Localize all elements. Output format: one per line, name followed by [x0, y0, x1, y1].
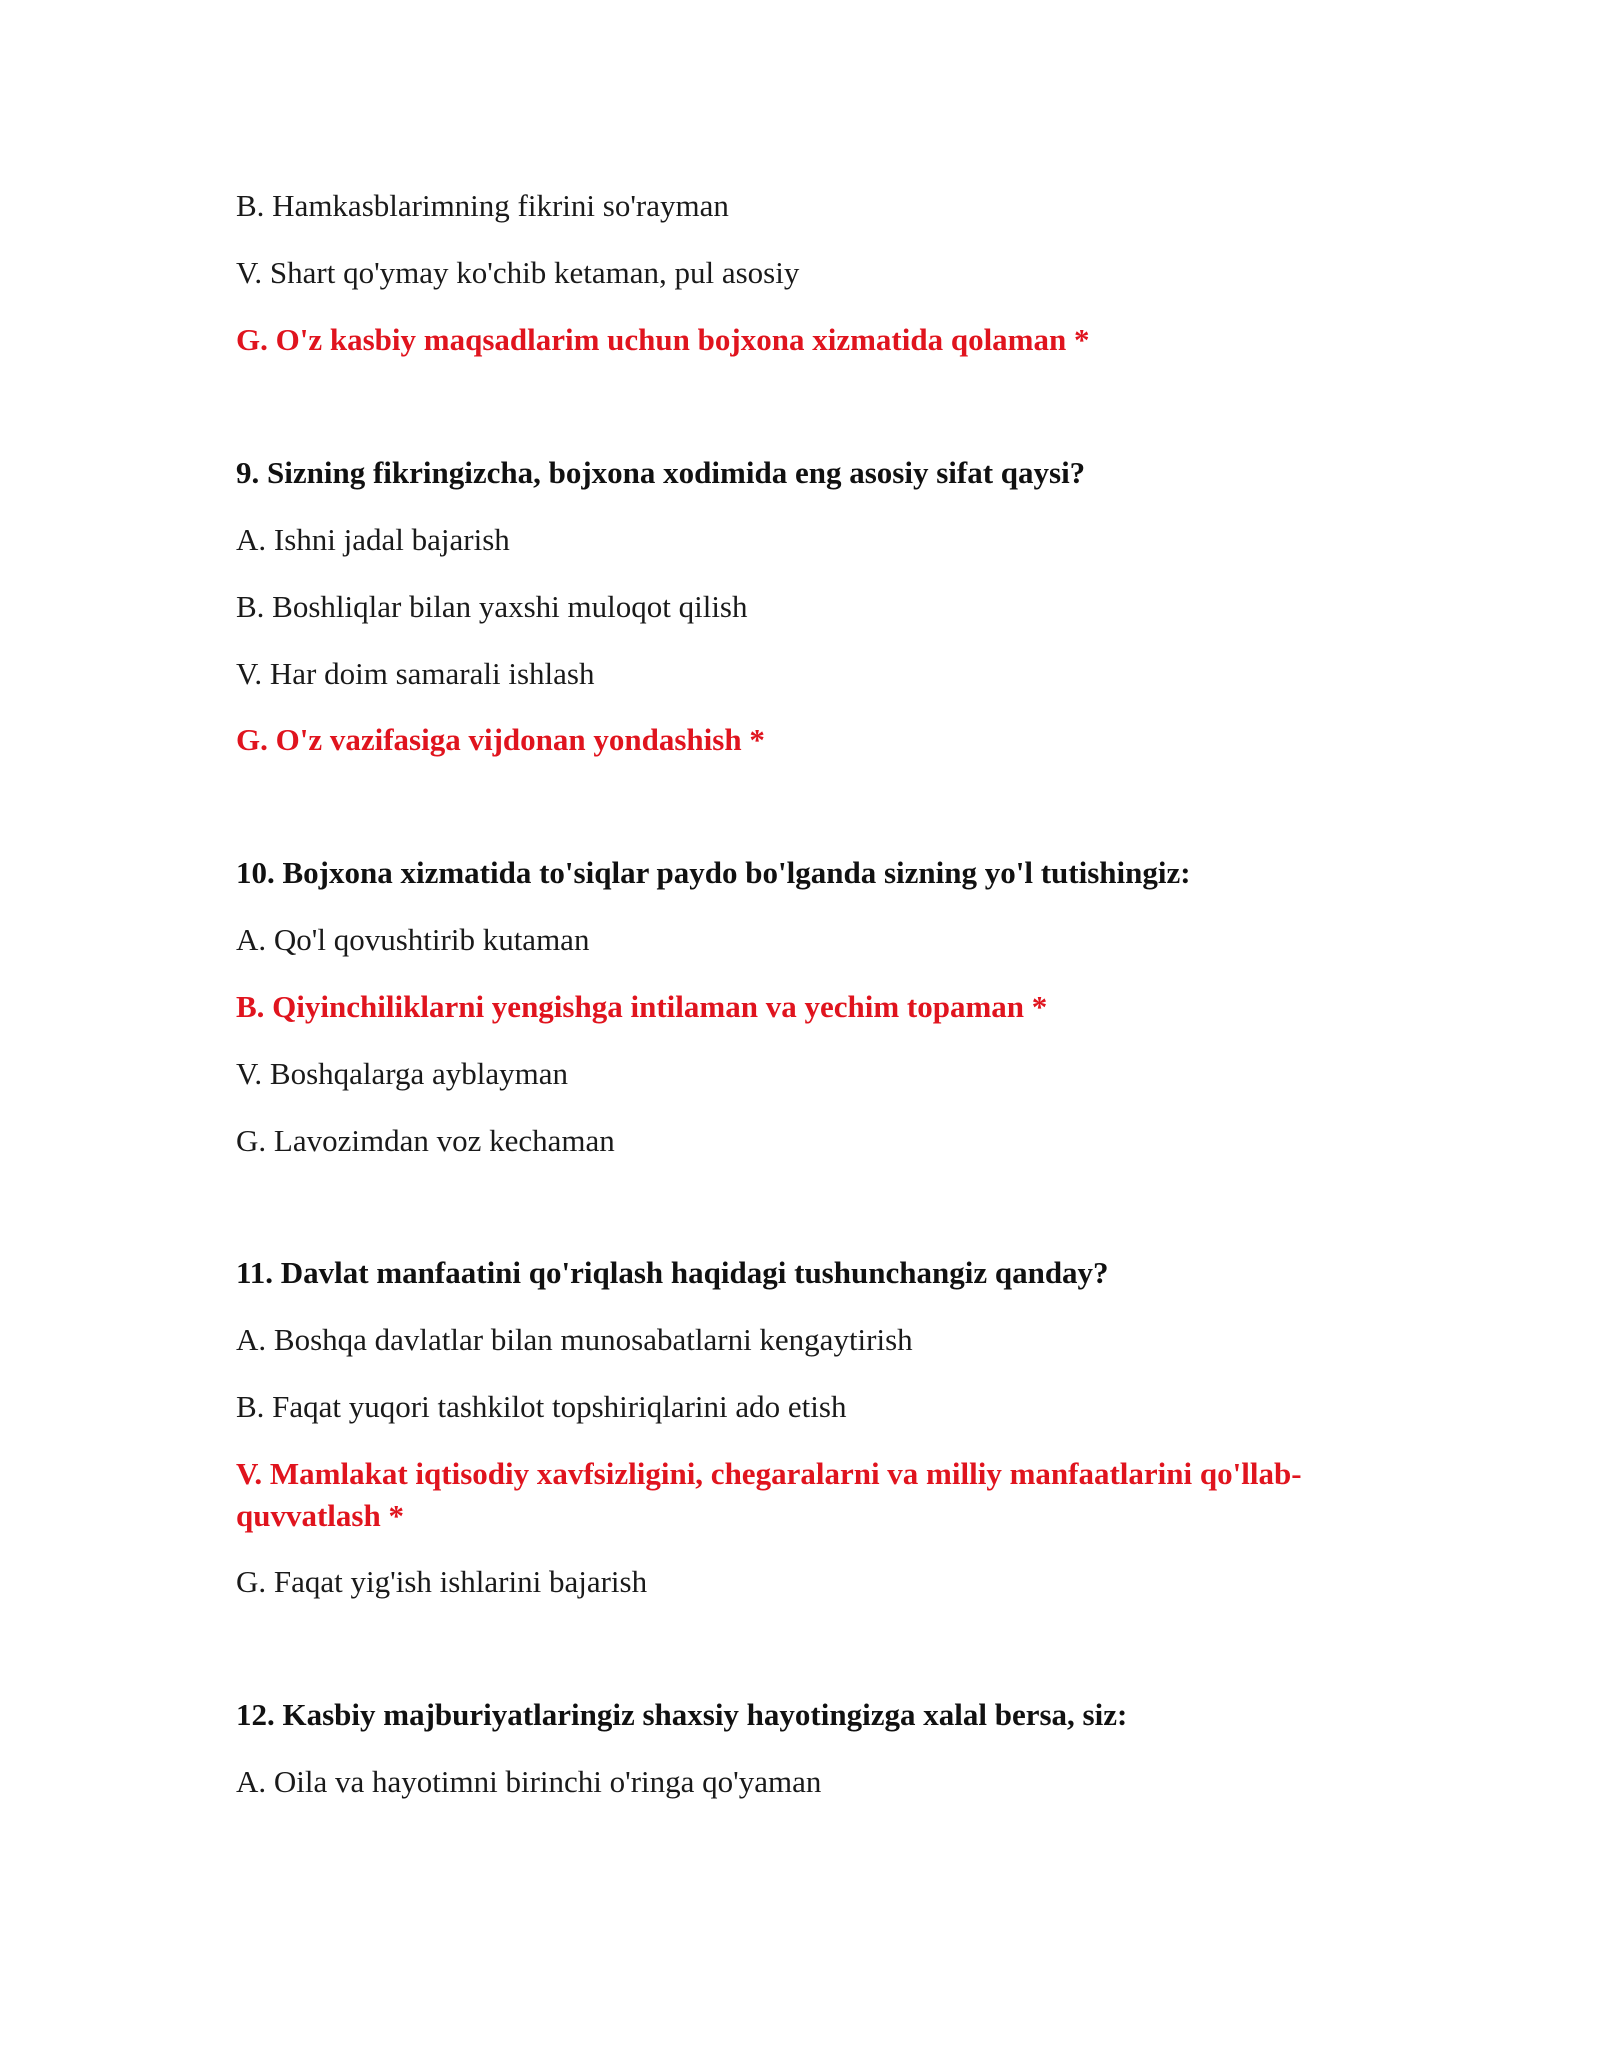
q9-option-v: V. Har doim samarali ishlash — [236, 656, 595, 691]
q11-question: 11. Davlat manfaatini qo'riqlash haqidagi tushunchangiz qanday? — [236, 1255, 1109, 1290]
q10-option-a: A. Qo'l qovushtirib kutaman — [236, 922, 590, 957]
q9-correct-option-g: G. O'z vazifasiga vijdonan yondashish * — [236, 722, 765, 757]
q9-question: 9. Sizning fikringizcha, bojxona xodimida eng asosiy sifat qaysi? — [236, 455, 1086, 490]
q9-option-b: B. Boshliqlar bilan yaxshi muloqot qilish — [236, 589, 748, 624]
q8-option-v: V. Shart qo'ymay ko'chib ketaman, pul asosiy — [236, 255, 800, 290]
q12-question: 12. Kasbiy majburiyatlaringiz shaxsiy hayotingizga xalal bersa, siz: — [236, 1697, 1128, 1732]
q12-option-a: A. Oila va hayotimni birinchi o'ringa qo'yaman — [236, 1764, 822, 1799]
q10-correct-option-b: B. Qiyinchiliklarni yengishga intilaman va yechim topaman * — [236, 989, 1048, 1024]
q11-option-a: A. Boshqa davlatlar bilan munosabatlarni kengaytirish — [236, 1322, 913, 1357]
q11-correct-option-v: V. Mamlakat iqtisodiy xavfsizligini, chegaralarni va milliy manfaatlarini qo'llab-quvvatlash * — [236, 1456, 1302, 1533]
q10-option-g: G. Lavozimdan voz kechaman — [236, 1123, 615, 1158]
q9-option-a: A. Ishni jadal bajarish — [236, 522, 510, 557]
q10-option-v: V. Boshqalarga ayblayman — [236, 1056, 569, 1091]
q11-option-b: B. Faqat yuqori tashkilot topshiriqlarini ado etish — [236, 1389, 847, 1424]
q8-correct-option-g: G. O'z kasbiy maqsadlarim uchun bojxona xizmatida qolaman * — [236, 322, 1090, 357]
q8-option-b: B. Hamkasblarimning fikrini so'rayman — [236, 188, 729, 223]
q11-option-g: G. Faqat yig'ish ishlarini bajarish — [236, 1564, 648, 1599]
q10-question: 10. Bojxona xizmatida to'siqlar paydo bo'lganda sizning yo'l tutishingiz: — [236, 855, 1191, 890]
